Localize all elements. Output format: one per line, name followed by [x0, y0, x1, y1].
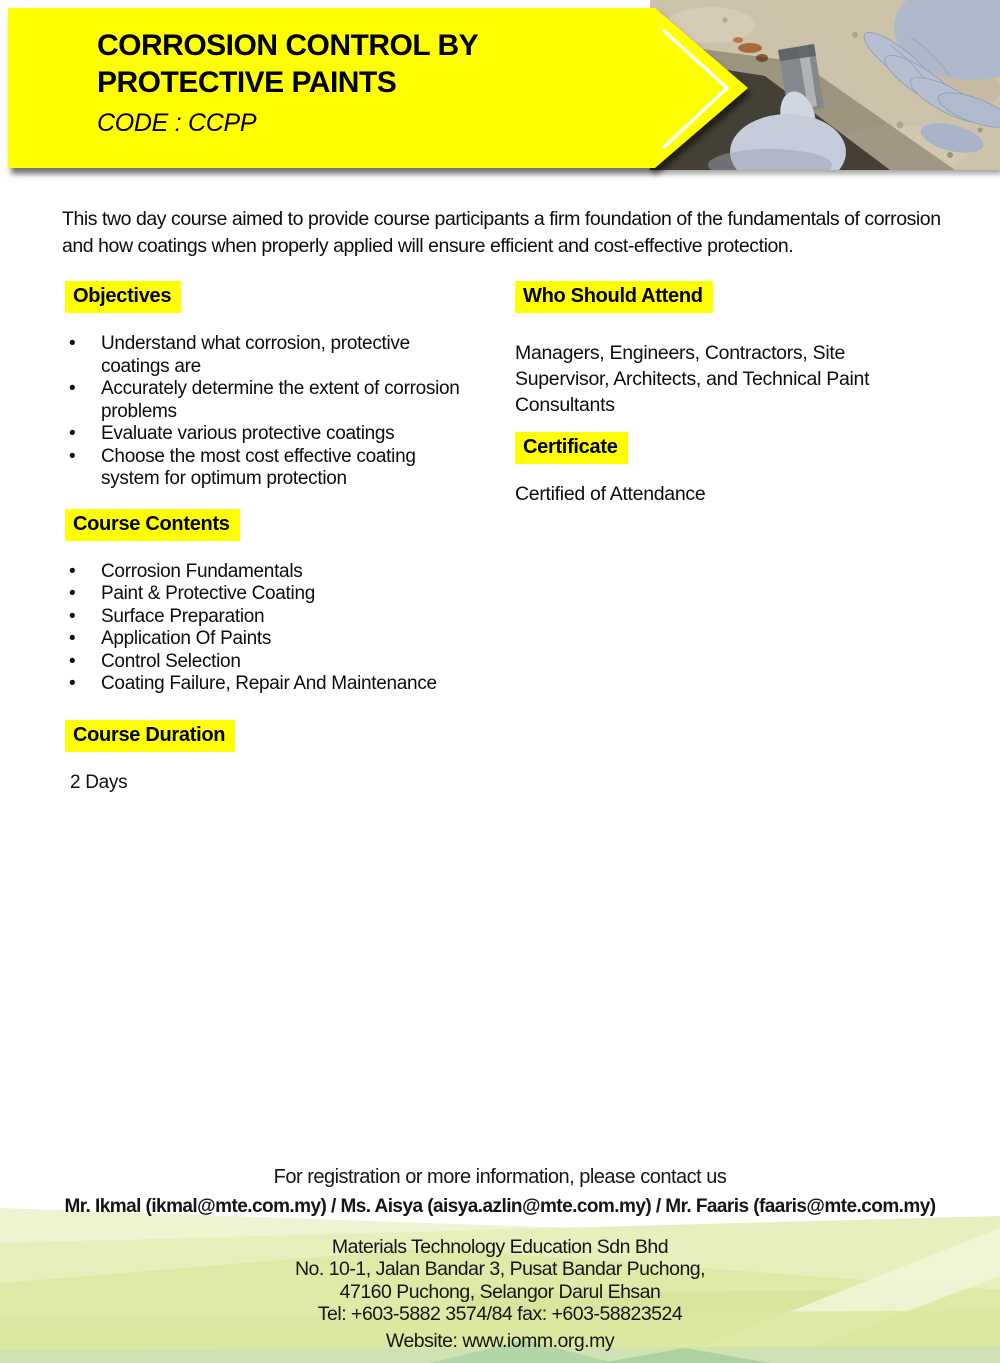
- list-item: • Surface Preparation: [65, 606, 510, 629]
- course-title: [97, 27, 657, 101]
- list-item: • Accurately determine the extent of corrosion problems: [65, 378, 465, 423]
- registration-info-line: For registration or more information, please contact us: [273, 1166, 727, 1188]
- list-item: • Application Of Paints: [65, 628, 510, 651]
- banner-text: [97, 27, 657, 138]
- certificate-text: Certified of Attendance: [515, 483, 706, 505]
- course-contents-heading: Course Contents: [65, 509, 240, 541]
- course-duration-value: 2 Days: [70, 771, 128, 793]
- list-item: • Understand what corrosion, protective coatings are: [65, 333, 465, 378]
- objectives-heading: Objectives: [65, 281, 181, 313]
- course-duration-heading: Course Duration: [65, 720, 235, 752]
- course-code: CODE : CCPP: [97, 109, 257, 137]
- list-item: • Choose the most cost effective coating system for optimum protection: [65, 446, 465, 491]
- course-title-line1: CORROSION CONTROL BY: [97, 29, 479, 62]
- certificate-heading: Certificate: [515, 432, 628, 464]
- course-title-line2: PROTECTIVE PAINTS: [97, 66, 397, 99]
- list-item: • Corrosion Fundamentals: [65, 561, 510, 584]
- address-line2: 47160 Puchong, Selangor Darul Ehsan: [339, 1280, 661, 1303]
- list-item: • Paint & Protective Coating: [65, 583, 510, 606]
- objectives-list: [65, 333, 465, 491]
- who-should-attend-text: Managers, Engineers, Contractors, Site Supervisor, Architects, and Technical Paint Consultants: [515, 342, 870, 416]
- contact-persons-line: Mr. Ikmal (ikmal@mte.com.my) / Ms. Aisya (aisya.azlin@mte.com.my) / Mr. Faaris (faaris@mte.com.my): [64, 1196, 936, 1217]
- list-item: • Control Selection: [65, 651, 510, 674]
- address-line1: No. 10-1, Jalan Bandar 3, Pusat Bandar Puchong,: [294, 1258, 706, 1281]
- company-name: Materials Technology Education Sdn Bhd: [331, 1236, 669, 1258]
- company-address-block: [0, 1236, 1000, 1325]
- list-item: • Coating Failure, Repair And Maintenance: [65, 673, 510, 696]
- website-line: Website: www.iomm.org.my: [385, 1330, 615, 1352]
- left-column: [65, 281, 510, 794]
- list-item: • Evaluate various protective coatings: [65, 423, 465, 446]
- course-contents-list: [65, 561, 510, 696]
- who-should-attend-heading: Who Should Attend: [515, 281, 713, 313]
- intro-paragraph: This two day course aimed to provide course participants a firm foundation of the fundamentals of corrosion and how coatings when properly applied will ensure efficient and cost-effective protection.: [62, 208, 941, 257]
- tel-fax-line: Tel: +603-5882 3574/84 fax: +603-58823524: [317, 1302, 683, 1325]
- right-column: [515, 281, 935, 506]
